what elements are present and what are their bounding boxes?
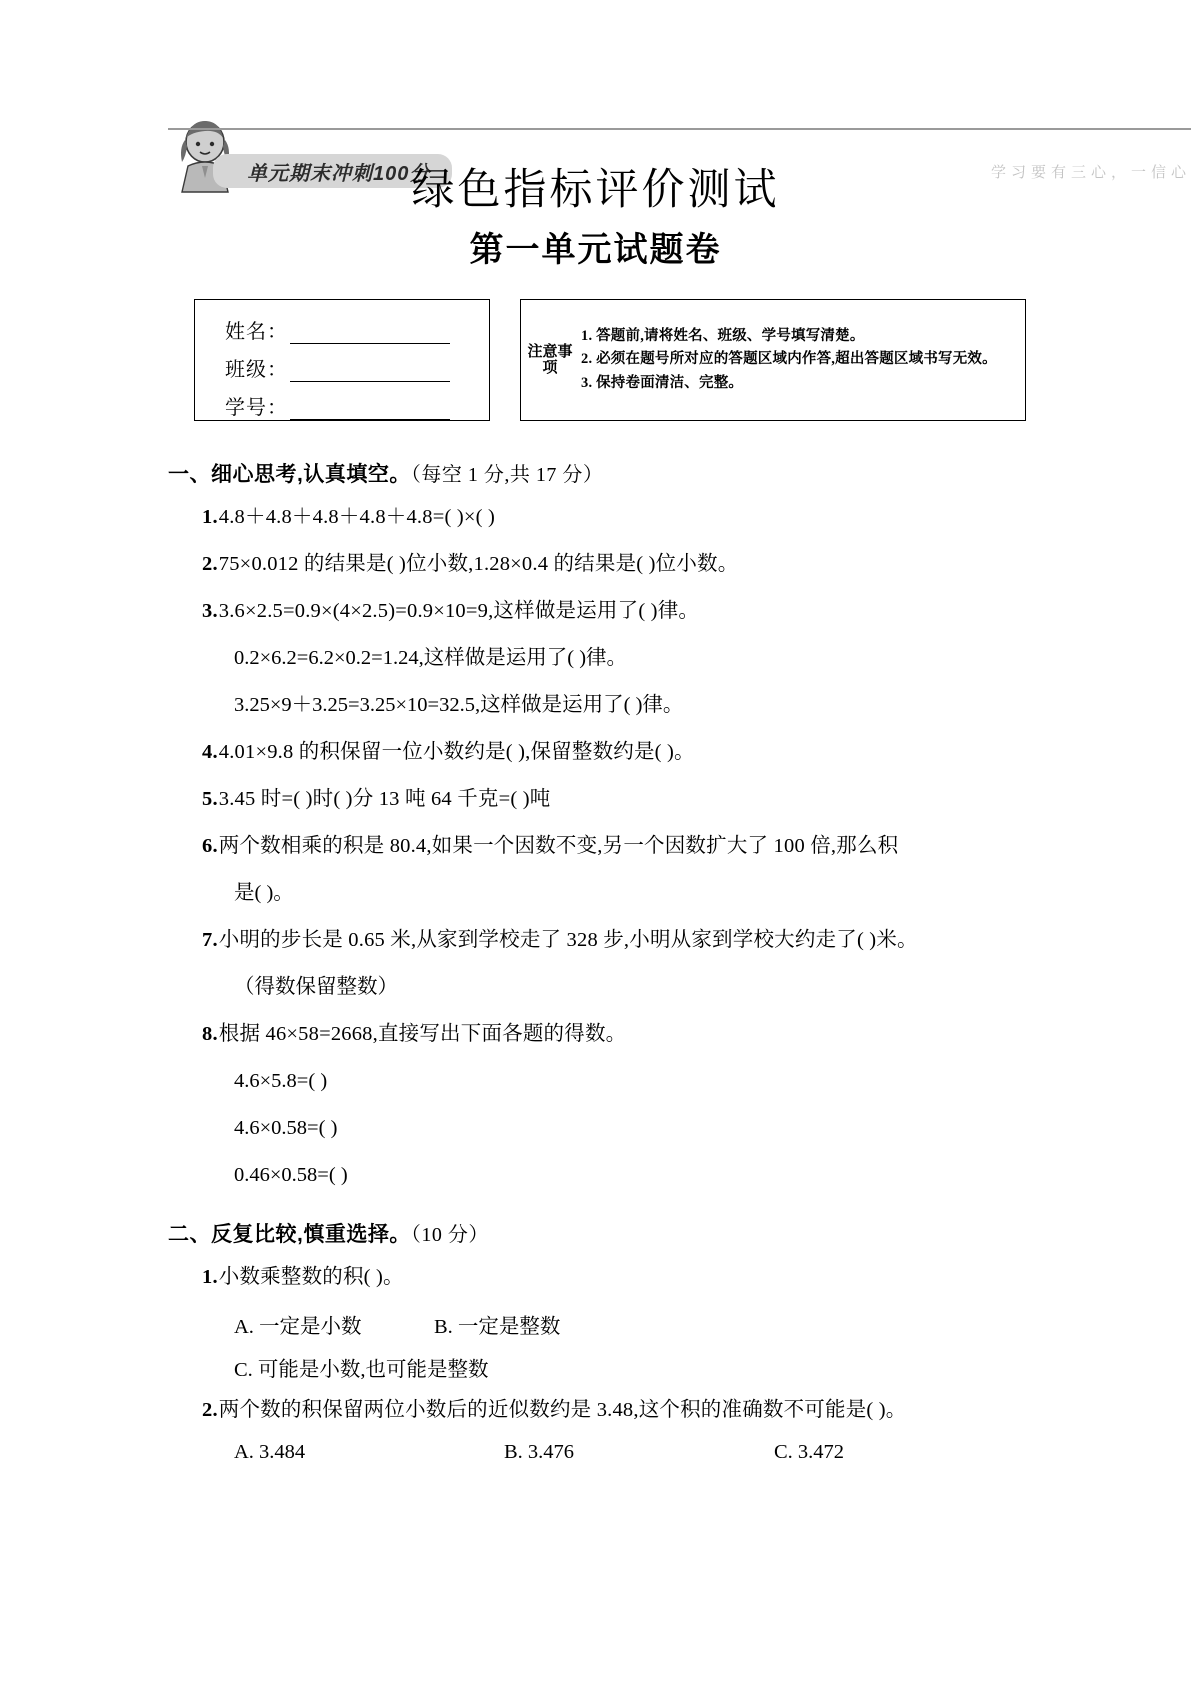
class-field-label: 班级： bbox=[225, 359, 288, 381]
question-2-2 bbox=[202, 1395, 1028, 1427]
notice-list bbox=[573, 325, 1025, 395]
name-field-label: 姓名： bbox=[225, 321, 288, 343]
question-2-1-options-row-1 bbox=[234, 1309, 1028, 1339]
question-1-8-item-c: 0.46×0.58=( ) bbox=[234, 1163, 348, 1186]
name-field-input[interactable] bbox=[290, 323, 450, 344]
question-text: 4.8＋4.8＋4.8＋4.8＋4.8=( )×( ) bbox=[218, 506, 495, 528]
option-b[interactable]: B. 一定是整数 bbox=[434, 1315, 561, 1338]
page-header bbox=[0, 58, 1191, 185]
question-1-8-item-a: 4.6×5.8=( ) bbox=[234, 1069, 328, 1092]
question-text: 3.6×2.5=0.9×(4×2.5)=0.9×10=9,这样做是运用了( )律。 bbox=[218, 599, 700, 622]
question-number: 8. bbox=[202, 1022, 218, 1045]
question-number: 2. bbox=[202, 552, 218, 575]
student-info-row-name bbox=[225, 312, 489, 344]
question-1-3 bbox=[202, 596, 1028, 628]
question-2-1 bbox=[202, 1262, 1028, 1294]
question-1-7-note: （得数保留整数） bbox=[234, 975, 398, 998]
question-1-8-item-b: 4.6×0.58=( ) bbox=[234, 1116, 338, 1139]
question-text: 两个数相乘的积是 80.4,如果一个因数不变,另一个因数扩大了 100 倍,那么积 bbox=[218, 834, 899, 857]
class-field-input[interactable] bbox=[290, 361, 450, 382]
option-c[interactable]: C. 可能是小数,也可能是整数 bbox=[234, 1358, 489, 1381]
student-info-box bbox=[194, 299, 490, 421]
question-2-1-options-row-2 bbox=[234, 1352, 1028, 1382]
question-number: 2. bbox=[202, 1398, 218, 1421]
page-title: 绿色指标评价测试 bbox=[411, 167, 780, 214]
question-number: 1. bbox=[202, 506, 218, 528]
question-1-6-line2: 是( )。 bbox=[234, 881, 294, 904]
question-text: 两个数的积保留两位小数后的近似数约是 3.48,这个积的准确数不可能是( )。 bbox=[218, 1398, 907, 1421]
id-field-label: 学号： bbox=[225, 397, 288, 419]
section-1-score: （每空 1 分,共 17 分） bbox=[410, 464, 604, 486]
page-subtitle: 第一单元试题卷 bbox=[469, 231, 722, 269]
notice-box bbox=[520, 299, 1026, 421]
notice-item: 2. 必须在题号所对应的答题区域内作答,超出答题区域书写无效。 bbox=[581, 351, 997, 368]
section-heading-2 bbox=[168, 1218, 1028, 1248]
question-1-7 bbox=[202, 925, 1028, 957]
header-divider bbox=[168, 128, 1191, 130]
question-number: 4. bbox=[202, 740, 218, 763]
question-text: 小明的步长是 0.65 米,从家到学校走了 328 步,小明从家到学校大约走了( )米。 bbox=[218, 928, 918, 951]
question-number: 1. bbox=[202, 1265, 218, 1288]
question-number: 5. bbox=[202, 787, 218, 810]
question-1-6 bbox=[202, 831, 1028, 863]
section-2-title: 二、反复比较,慎重选择。 bbox=[168, 1222, 411, 1246]
section-2-score: （10 分） bbox=[410, 1223, 489, 1246]
notice-item: 3. 保持卷面清洁、完整。 bbox=[581, 374, 744, 391]
section-1-title: 一、细心思考,认真填空。 bbox=[168, 463, 411, 486]
question-1-3-line3: 3.25×9＋3.25=3.25×10=32.5,这样做是运用了( )律。 bbox=[234, 693, 684, 716]
student-info-row-id bbox=[225, 388, 489, 420]
question-text: 4.01×9.8 的积保留一位小数约是( ),保留整数约是( )。 bbox=[218, 740, 695, 763]
notice-box-label: 注意事项 bbox=[527, 342, 573, 376]
student-info-row-class bbox=[225, 350, 489, 382]
question-1-5 bbox=[202, 784, 1028, 816]
section-heading-1 bbox=[168, 458, 1028, 488]
question-text: 3.45 时=( )时( )分 13 吨 64 千克=( )吨 bbox=[218, 787, 551, 810]
question-text: 小数乘整数的积( )。 bbox=[218, 1265, 404, 1288]
question-number: 7. bbox=[202, 928, 218, 951]
question-1-8 bbox=[202, 1019, 1028, 1051]
question-text: 75×0.012 的结果是( )位小数,1.28×0.4 的结果是( )位小数。 bbox=[218, 552, 739, 575]
question-1-2 bbox=[202, 549, 1028, 581]
header-watermark: 学习要有三心，一信心 bbox=[990, 164, 1191, 181]
option-c[interactable]: C. 3.472 bbox=[774, 1441, 845, 1464]
id-field-input[interactable] bbox=[290, 399, 450, 420]
option-a[interactable]: A. 3.484 bbox=[234, 1441, 306, 1464]
question-1-1 bbox=[202, 502, 1028, 534]
question-number: 3. bbox=[202, 599, 218, 622]
notice-item: 1. 答题前,请将姓名、班级、学号填写清楚。 bbox=[581, 327, 865, 344]
question-2-2-options-row bbox=[234, 1441, 1028, 1464]
exam-body bbox=[168, 458, 1028, 1477]
question-number: 6. bbox=[202, 834, 218, 857]
question-1-4 bbox=[202, 737, 1028, 769]
question-1-3-line2: 0.2×6.2=6.2×0.2=1.24,这样做是运用了( )律。 bbox=[234, 646, 628, 669]
option-a[interactable]: A. 一定是小数 bbox=[234, 1315, 362, 1338]
question-text: 根据 46×58=2668,直接写出下面各题的得数。 bbox=[218, 1022, 627, 1045]
series-banner-label: 单元期末冲刺100分 bbox=[247, 162, 431, 185]
option-b[interactable]: B. 3.476 bbox=[504, 1441, 575, 1464]
